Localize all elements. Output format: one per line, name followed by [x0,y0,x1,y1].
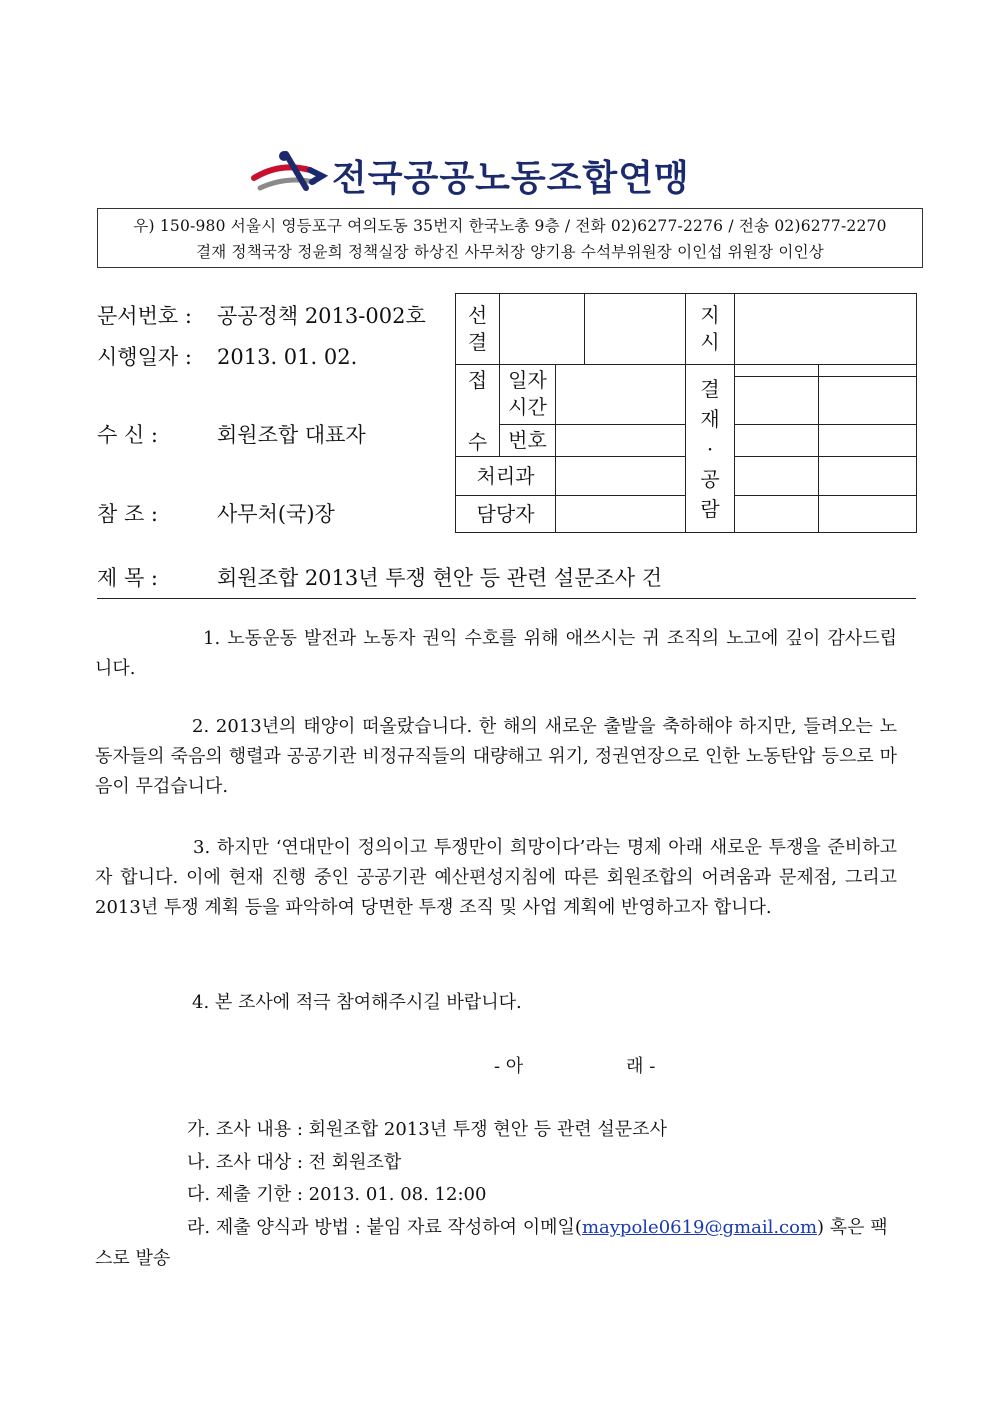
org-name: 전국공공노동조합연맹 [332,158,690,199]
reference: 사무처(국)장 [217,502,335,526]
address-box [97,208,923,268]
blank-cell [500,294,585,365]
blank-cell [735,294,917,365]
sun-gyeol-cell: 선 결 [456,294,500,365]
blank-cell [735,496,819,533]
blank-cell [735,365,819,377]
org-logo [250,148,740,200]
recipient-row [97,419,366,449]
blank-cell [556,457,686,496]
doc-number-row [97,300,426,330]
paragraph-3: 3. 하지만 ‘연대만이 정의이고 투쟁만이 희망이다’라는 명제 아래 새로운 투쟁을 준비하고자 합니다. 이에 현재 진행 중인 공공기관 예산편성지침에 따른 회원조합의 어려움과 문제점, 그리고 2013년 투쟁 계획 등을 파악하여 당면한 투쟁 조직 및 사업 계획에 반영하고자 합니다. [95,837,897,918]
date-row [97,341,357,371]
date-label: 시행일자 : [97,345,192,369]
blank-cell [735,457,819,496]
damdangja-cell: 담당자 [456,496,556,533]
item-ga: 가. 조사 내용 : 회원조합 2013년 투쟁 현안 등 관련 설문조사 [187,1119,667,1140]
address-line: 우) 150-980 서울시 영등포구 여의도동 35번지 한국노총 9층 / 전화 02)6277-2276 / 전송 02)6277-2270 [133,217,887,235]
union-emblem-icon [250,148,330,200]
paragraph-1: 1. 노동운동 발전과 노동자 권익 수호를 위해 애쓰시는 귀 조직의 노고에 깊이 감사드립니다. [95,628,897,679]
date: 2013. 01. 02. [217,345,358,369]
subject-label: 제 목 : [97,566,158,590]
blank-cell [819,496,917,533]
blank-cell [819,457,917,496]
approval-line: 결재 정책국장 정윤희 정책실장 하상진 사무처장 양기용 수석부위원장 이인섭 위원장 이인상 [196,243,824,261]
blank-cell [556,496,686,533]
blank-cell [819,365,917,377]
ji-si-cell: 지 시 [686,294,735,365]
paragraph-2: 2. 2013년의 태양이 떠올랐습니다. 한 해의 새로운 출발을 축하해야 하지만, 들려오는 노동자들의 죽음의 행렬과 공공기관 비정규직들의 대량해고 위기, 정권연장으로 인한 노동탄압 등으로 마음이 무겁습니다. [95,716,897,797]
recipient-label: 수 신 : [97,423,158,447]
blank-cell [735,376,819,424]
item-ra-continued: 스로 발송 [95,1248,171,1269]
ilja-sigan-cell: 일자 시간 [500,365,556,425]
blank-cell [556,365,686,425]
below-heading: - 아 래 - [494,1056,656,1077]
beonho-cell: 번호 [500,424,556,456]
recipient: 회원조합 대표자 [217,423,366,447]
blank-cell [819,424,917,456]
item-ra-suffix: ) 혹은 팩 [817,1217,888,1238]
gyeoljae-cell: 결 재 · 공 람 [686,365,735,533]
email-link[interactable]: maypole0619@gmail.com [581,1217,818,1238]
blank-cell [735,424,819,456]
blank-cell [585,294,686,365]
doc-number: 공공정책 2013-002호 [217,304,426,328]
jeop-su-cell: 접 수 [456,365,500,457]
reference-label: 참 조 : [97,502,158,526]
item-ra [187,1213,897,1239]
approval-table [455,293,917,533]
blank-cell [556,424,686,456]
cheorigwa-cell: 처리과 [456,457,556,496]
blank-cell [819,376,917,424]
item-na: 나. 조사 대상 : 전 회원조합 [187,1152,402,1173]
item-ra-prefix: 라. 제출 양식과 방법 : 붙임 자료 작성하여 이메일( [187,1217,582,1238]
reference-row [97,498,335,528]
doc-number-label: 문서번호 : [97,304,192,328]
paragraph-4: 4. 본 조사에 적극 참여해주시길 바랍니다. [192,992,522,1013]
subject-text: 회원조합 2013년 투쟁 현안 등 관련 설문조사 건 [217,566,663,590]
item-da: 다. 제출 기한 : 2013. 01. 08. 12:00 [187,1184,487,1205]
subject-row [97,562,916,599]
